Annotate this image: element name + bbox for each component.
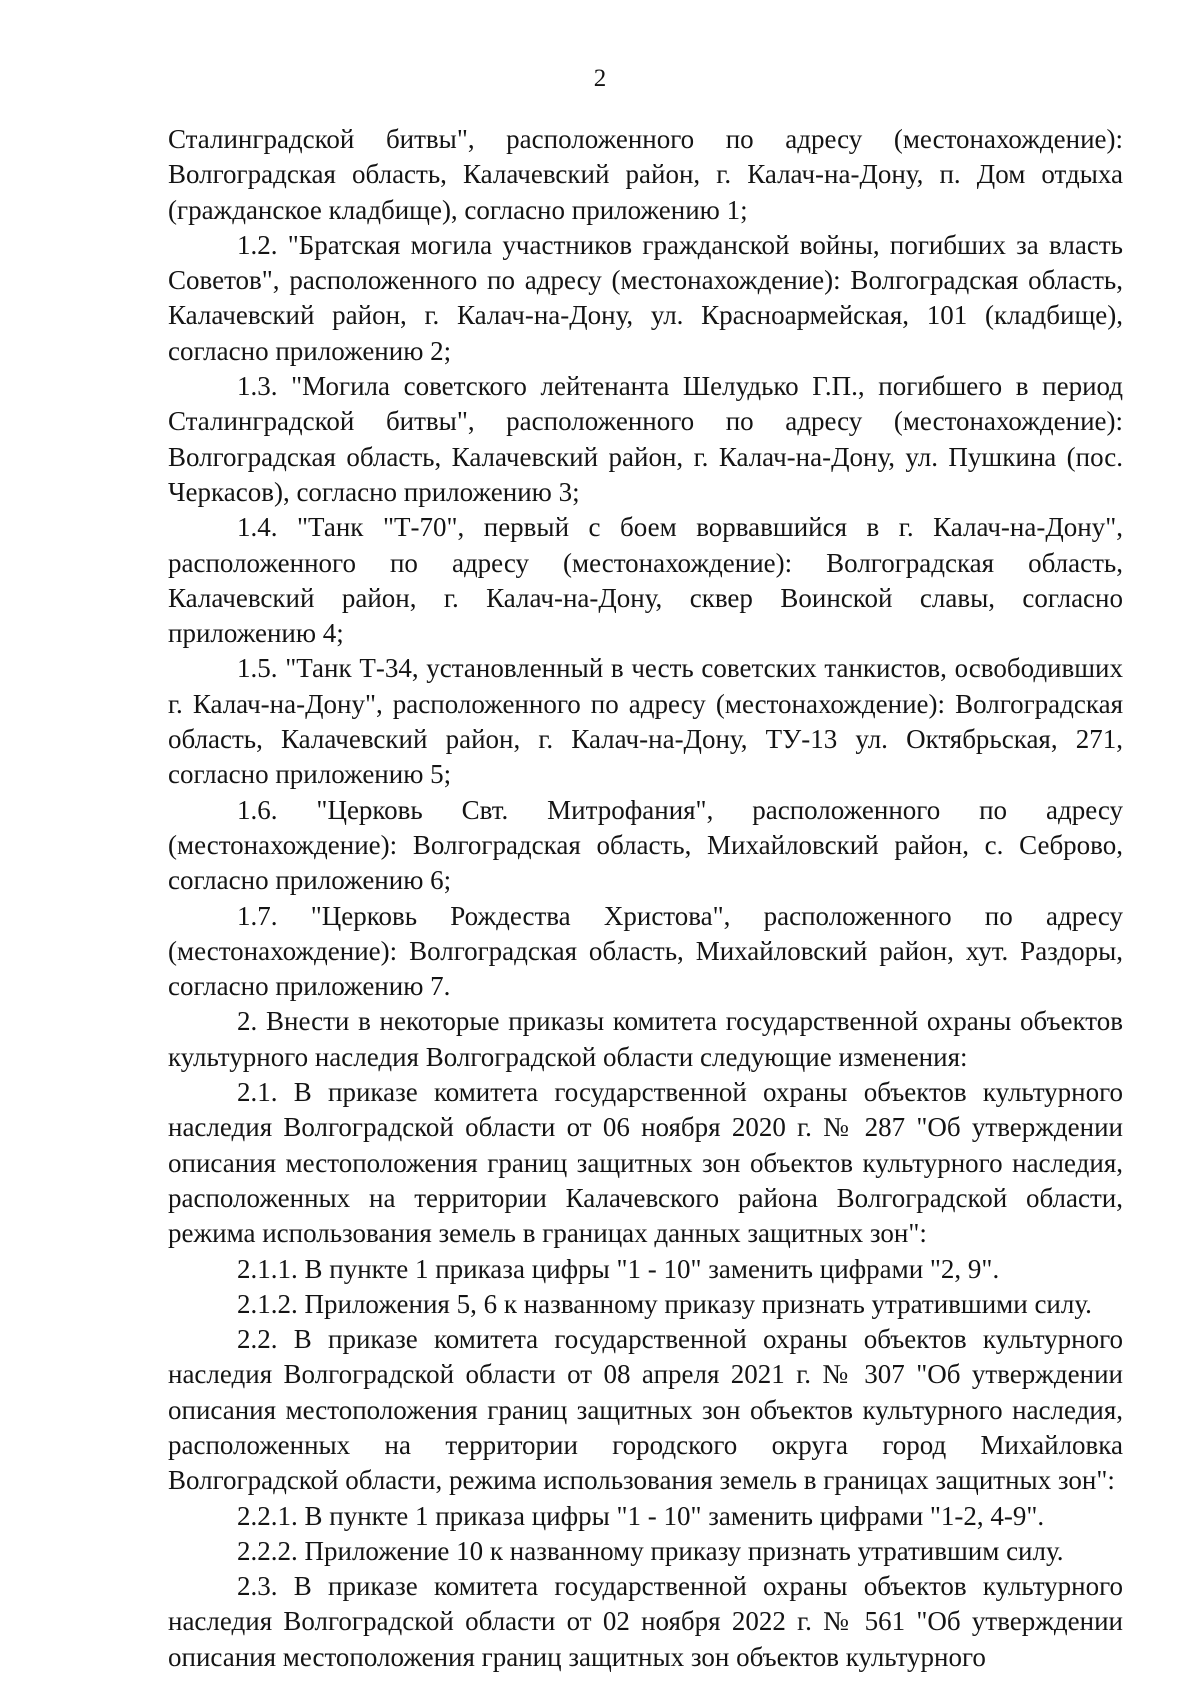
paragraph: 1.4. "Танк "Т-70", первый с боем ворвавшийся в г. Калач-на-Дону", расположенного по адресу (местонахождение): Волгоградская область, Калачевский район, г. Калач-на-Дону, сквер Воинской славы, согласно приложению 4; — [168, 512, 1123, 649]
document-body — [168, 122, 1123, 1675]
page-number: 2 — [593, 65, 607, 92]
paragraph: 2.1.2. Приложения 5, 6 к названному приказу признать утратившими силу. — [237, 1288, 1092, 1319]
paragraph: 2.2.2. Приложение 10 к названному приказу признать утратившим силу. — [237, 1535, 1064, 1566]
paragraph: 2.3. В приказе комитета государственной охраны объектов культурного наследия Волгоградской области от 02 ноября 2022 г. № 561 "Об утверждении описания местоположения границ защитных зон объектов культурного — [168, 1571, 1123, 1672]
paragraph: 1.6. "Церковь Свт. Митрофания", расположенного по адресу (местонахождение): Волгоградская область, Михайловский район, с. Себрово, согласно приложению 6; — [168, 794, 1123, 896]
paragraph: 2.2.1. В пункте 1 приказа цифры "1 - 10" заменить цифрами "1-2, 4-9". — [237, 1500, 1045, 1531]
paragraph: 1.3. "Могила советского лейтенанта Шелудько Г.П., погибшего в период Сталинградской битвы", расположенного по адресу (местонахождение): Волгоградская область, Калачевский район, г. Калач-на-Дону, ул. Пушкина (пос. Черкасов), согласно приложению 3; — [168, 371, 1123, 507]
paragraph: Сталинградской битвы", расположенного по адресу (местонахождение): Волгоградская область, Калачевский район, г. Калач-на-Дону, п. Дом отдыха (гражданское кладбище), согласно приложению 1; — [168, 124, 1123, 225]
paragraph: 2.2. В приказе комитета государственной охраны объектов культурного наследия Волгоградской области от 08 апреля 2021 г. № 307 "Об утверждении описания местоположения границ защитных зон объектов культурного наследия, расположенных на территории городского округа город Михайловка Волгоградской области, режима использования земель в границах защитных зон": — [168, 1324, 1123, 1496]
paragraph: 2.1.1. В пункте 1 приказа цифры "1 - 10" заменить цифрами "2, 9". — [237, 1253, 1000, 1284]
paragraph: 2. Внести в некоторые приказы комитета государственной охраны объектов культурного наследия Волгоградской области следующие изменения: — [168, 1006, 1123, 1072]
paragraph: 1.2. "Братская могила участников гражданской войны, погибших за власть Советов", расположенного по адресу (местонахождение): Волгоградская область, Калачевский район, г. Калач-на-Дону, ул. Красноармейская, 101 (кладбище), согласно приложению 2; — [168, 229, 1123, 366]
paragraph: 1.7. "Церковь Рождества Христова", расположенного по адресу (местонахождение): Волгоградская область, Михайловский район, хут. Раздоры, согласно приложению 7. — [168, 900, 1123, 1002]
paragraph: 1.5. "Танк Т-34, установленный в честь советских танкистов, освободивших г. Калач-на-Дону", расположенного по адресу (местонахождение): Волгоградская область, Калачевский район, г. Калач-на-Дону, ТУ-13 ул. Октябрьская, 271, согласно приложению 5; — [168, 653, 1123, 790]
paragraph: 2.1. В приказе комитета государственной охраны объектов культурного наследия Волгоградской области от 06 ноября 2020 г. № 287 "Об утверждении описания местоположения границ защитных зон объектов культурного наследия, расположенных на территории Калачевского района Волгоградской области, режима использования земель в границах данных защитных зон": — [168, 1077, 1123, 1249]
